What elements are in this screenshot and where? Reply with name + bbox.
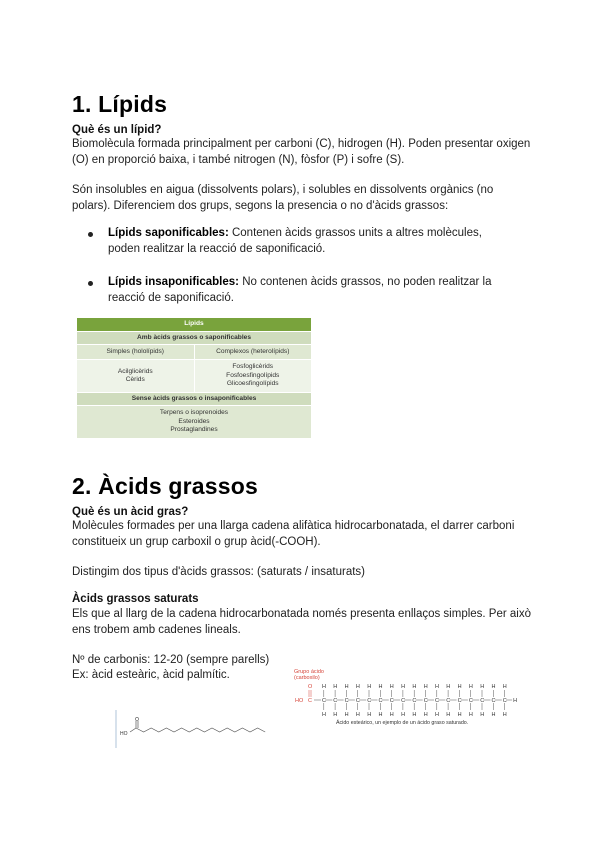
saturated-heading: Àcids grassos saturats bbox=[72, 593, 199, 605]
bullet-icon bbox=[88, 232, 93, 237]
hydrogen-atom: H bbox=[322, 684, 326, 690]
fatty-acid-types: Distingim dos tipus d'àcids grassos: (saturats / insaturats) bbox=[72, 566, 366, 578]
carbon-atom: C bbox=[412, 698, 417, 704]
figure-caption: Ácido esteárico, un ejemplo de un ácido graso saturado. bbox=[336, 720, 469, 726]
carbon-atom: C bbox=[423, 698, 428, 704]
table-item: Acilglicèrids bbox=[117, 367, 153, 375]
carboxyl-oxygen: O bbox=[308, 684, 313, 690]
table-item: Glicoesfingolípids bbox=[226, 380, 279, 388]
carbon-atom: C bbox=[468, 698, 473, 704]
hydrogen-atom: H bbox=[378, 712, 383, 718]
carbon-atom: C bbox=[480, 698, 485, 704]
carbon-atom: C bbox=[378, 698, 383, 704]
hydroxyl-label: HO bbox=[295, 698, 304, 704]
table-item: Prostaglandines bbox=[170, 426, 218, 434]
hydrogen-atom: H bbox=[491, 712, 496, 718]
stearic-acid-skeletal-formula bbox=[112, 708, 272, 750]
bullet-icon bbox=[88, 281, 93, 286]
hydrogen-atom: H bbox=[502, 684, 507, 690]
hydrogen-atom: H bbox=[435, 712, 439, 718]
hydrogen-atom: H bbox=[344, 684, 349, 690]
carbon-atom: C bbox=[446, 698, 451, 704]
table-header-complex: Complexos (heterolípids) bbox=[194, 345, 312, 360]
hydrogen-atom: H bbox=[423, 684, 428, 690]
hydrogen-atom: H bbox=[468, 684, 473, 690]
table-row-with-fatty-acids: Amb àcids grassos o saponificables bbox=[77, 332, 312, 345]
hydrogen-atom: H bbox=[446, 712, 451, 718]
carbon-atom: C bbox=[491, 698, 496, 704]
section-title-fatty-acids: 2. Àcids grassos bbox=[72, 473, 259, 499]
list-item-saponifiable bbox=[74, 226, 494, 257]
carboxyl-group-label: Grupo ácido bbox=[294, 669, 324, 675]
saturated-description: Els que al llarg de la cadena hidrocarbonatada només presenta enllaços simples. Per això ens trobem amb cadenes lineals. bbox=[72, 608, 531, 636]
hydrogen-atom: H bbox=[412, 684, 417, 690]
carbon-atom: C bbox=[435, 698, 439, 704]
term-insaponifiable: Lípids insaponificables: bbox=[108, 276, 239, 288]
hydrogen-atom: H bbox=[457, 712, 462, 718]
hydrogen-atom: H bbox=[480, 712, 485, 718]
examples: Ex: àcid esteàric, àcid palmític. bbox=[72, 669, 230, 681]
hydrogen-atom: H bbox=[344, 712, 349, 718]
section-title-lipids: 1. Lípids bbox=[72, 91, 168, 117]
hydrogen-atom: H bbox=[401, 684, 406, 690]
table-row-without-fatty-acids: Sense àcids grassos o insaponificables bbox=[77, 393, 312, 406]
carbon-atom: C bbox=[344, 698, 349, 704]
carbon-atom: C bbox=[401, 698, 406, 704]
carbon-atom: C bbox=[367, 698, 372, 704]
hydrogen-atom: H bbox=[333, 712, 338, 718]
carbon-atom: C bbox=[502, 698, 507, 704]
carbon-atom: C bbox=[389, 698, 394, 704]
oxygen-atom-icon bbox=[135, 717, 138, 720]
question-lipid: Què és un lípid? bbox=[72, 124, 162, 136]
hydrogen-atom: H bbox=[401, 712, 406, 718]
hydrogen-atom: H bbox=[480, 684, 485, 690]
term-saponifiable: Lípids saponificables: bbox=[108, 227, 229, 239]
hydrogen-atom: H bbox=[389, 712, 394, 718]
table-cell-simple-items bbox=[77, 360, 195, 393]
hydrogen-atom: H bbox=[367, 684, 372, 690]
question-fatty-acid: Què és un àcid gras? bbox=[72, 506, 189, 518]
carbon-atom: C bbox=[333, 698, 338, 704]
desc-insaponifiable: No contenen àcids grassos, no poden realitzar la reacció de saponificació. bbox=[108, 276, 492, 304]
hydrogen-atom: H bbox=[502, 712, 507, 718]
hydrogen-atom: H bbox=[412, 712, 417, 718]
carbon-count: Nº de carbonis: 12-20 (sempre parells) bbox=[72, 654, 270, 666]
table-cell-complex-items bbox=[194, 360, 312, 393]
hydrogen-atom: H bbox=[322, 712, 326, 718]
table-item: Fosfoglicèrids bbox=[232, 363, 274, 371]
carbon-chain bbox=[295, 684, 517, 718]
carboxyl-carbon: C bbox=[308, 698, 312, 704]
table-item: Fosfoesfingolípids bbox=[226, 371, 280, 379]
carbon-atom: C bbox=[322, 698, 326, 704]
table-header-simple: Simples (hololípids) bbox=[77, 345, 195, 360]
lipid-definition: Biomolècula formada principalment per carboni (C), hidrogen (H). Poden presentar oxigen (O) en proporció baixa, i també nitrogen (N), fòsfor (P) i sofre (S). bbox=[72, 138, 531, 166]
table-item: Cèrids bbox=[125, 376, 145, 383]
lipid-groups-list bbox=[74, 226, 494, 324]
hydrogen-atom: H bbox=[435, 684, 439, 690]
hydrogen-atom: H bbox=[468, 712, 473, 718]
skeletal-bond bbox=[130, 728, 136, 732]
hydrogen-atom: H bbox=[367, 712, 372, 718]
table-cell-insaponifiable-items bbox=[77, 406, 312, 439]
fatty-acid-definition: Molècules formades per una llarga cadena alifàtica hidrocarbonatada, el darrer carboni constitueix un grup carboxil o grup àcid(-COOH). bbox=[72, 520, 515, 548]
stearic-acid-structural-formula bbox=[292, 664, 532, 734]
hydrogen-atom: H bbox=[378, 684, 383, 690]
table-item: Terpens o isoprenoides bbox=[159, 409, 229, 417]
carboxyl-group-label-2: (carboxilo) bbox=[294, 675, 320, 681]
table-item: Esteroides bbox=[178, 417, 210, 425]
skeletal-ho-label: HO bbox=[120, 731, 128, 737]
terminal-hydrogen: H bbox=[513, 698, 518, 704]
lipid-classification-table bbox=[76, 317, 312, 439]
list-item-insaponifiable bbox=[74, 275, 494, 306]
carbon-atom: C bbox=[457, 698, 462, 704]
skeletal-zigzag-chain bbox=[136, 728, 265, 732]
hydrogen-atom: H bbox=[423, 712, 428, 718]
hydrogen-atom: H bbox=[355, 712, 360, 718]
table-title: Lípids bbox=[77, 318, 312, 332]
hydrogen-atom: H bbox=[457, 684, 462, 690]
hydrogen-atom: H bbox=[491, 684, 496, 690]
lipid-solubility: Són insolubles en aigua (dissolvents polars), i solubles en dissolvents orgànics (no polars). Diferenciem dos grups, segons la presencia o no d'àcids grassos: bbox=[72, 184, 494, 212]
carbon-atom: C bbox=[355, 698, 360, 704]
desc-saponifiable: Contenen àcids grassos units a altres molècules, poden realitzar la reacció de saponificació. bbox=[108, 227, 482, 255]
hydrogen-atom: H bbox=[446, 684, 451, 690]
hydrogen-atom: H bbox=[333, 684, 338, 690]
hydrogen-atom: H bbox=[355, 684, 360, 690]
hydrogen-atom: H bbox=[389, 684, 394, 690]
